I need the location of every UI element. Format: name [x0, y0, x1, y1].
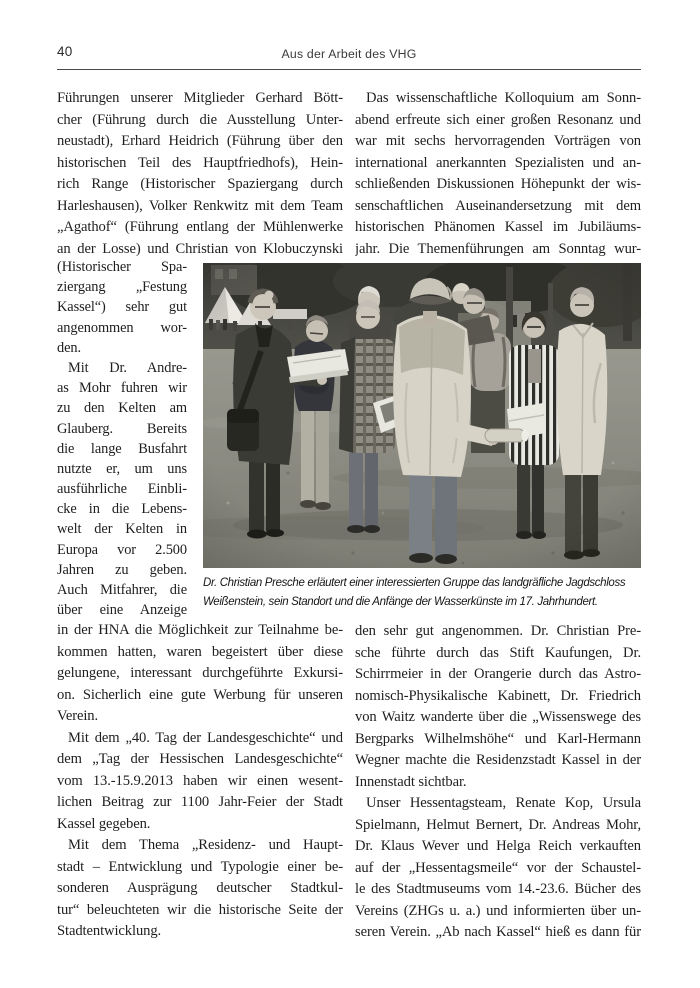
text-line: le des Stadtmuseums vom 14.-23.6. Bücher des: [355, 881, 641, 897]
text-line: Jahren zu geben.: [57, 561, 187, 578]
running-header-title: Aus der Arbeit des VHG: [281, 47, 417, 61]
text-line: stadt – Entwicklung und Typologie einer be-: [57, 858, 343, 875]
text-line: Führungen unserer Mitglieder Gerhard Bött-: [57, 90, 343, 106]
text-line: Innenstadt sichtbar.: [355, 773, 467, 790]
left-column-bottom: [57, 620, 343, 943]
text-line: auf der „Hessentagsmeile“ vor der Schaustel-: [355, 859, 641, 876]
group-photo: [203, 263, 641, 568]
text-line: schließenden Diskussionen Höhepunkt der wis-: [355, 176, 641, 192]
header-rule: [57, 69, 641, 70]
right-column-bottom: [355, 621, 641, 944]
text-line: Kassel gegeben.: [57, 815, 151, 832]
left-column-narrow: [57, 257, 187, 620]
text-line: sonderen Ausprägung deutscher Stadtkul-: [57, 880, 343, 896]
text-line: Vereins (ZHGs u. a.) und informierten über un-: [355, 902, 641, 919]
text-line: (Historischer Spa-: [57, 259, 187, 275]
text-line: Glauberg. Bereits: [57, 420, 187, 437]
text-line: in der HNA die Möglichkeit zur Teilnahme be-: [57, 622, 343, 638]
text-line: an der Losse) und Christian von Klobuczynski: [57, 240, 343, 257]
text-line: Stadtentwicklung.: [57, 923, 162, 939]
text-line: Harleshausen), Volker Renkwitz mit dem Team: [57, 197, 343, 214]
text-line: historischen Teil des Hauptfriedhofs), Hein-: [57, 154, 343, 171]
text-line: Mit dem Thema „Residenz- und Haupt-: [68, 837, 343, 853]
text-line: Mit Dr. Andre-: [68, 359, 187, 376]
text-line: Schirrmeier in der Orangerie durch das Astro-: [355, 666, 641, 682]
text-line: seren Verein. „Ab nach Kassel“ hieß es dann für: [355, 924, 641, 940]
text-line: Europa vor 2.500: [57, 541, 187, 558]
text-line: angenommen wor-: [57, 319, 187, 336]
text-line: Das wissenschaftliche Kolloquium am Sonn-: [366, 90, 641, 106]
text-line: historischen Phänomen Kassel im Jubiläums-: [355, 219, 641, 235]
text-line: Unser Hessentagsteam, Renate Kop, Ursula: [366, 795, 641, 811]
right-column-top: [355, 88, 641, 260]
text-line: international anerkannten Spezialisten und an-: [355, 154, 641, 171]
photo-caption: [203, 574, 645, 612]
text-line: cher (Führung durch die Ausstellung Unter-: [57, 111, 343, 128]
text-line: neustadt), Erhard Heidrich (Führung über den: [57, 133, 343, 149]
text-line: ziergang „Festung: [57, 279, 187, 296]
page-number: 40: [57, 44, 73, 59]
text-line: kommen hatten, waren begeistert über diese: [57, 643, 343, 660]
text-line: Verein.: [57, 708, 99, 724]
text-line: Dr. Klaus Wever und Helga Reich verkauften: [355, 838, 641, 854]
text-line: as Mohr fuhren wir: [57, 380, 187, 397]
text-line: ausführliche Einbli-: [57, 481, 187, 498]
text-line: senschaftlichen Auseinandersetzung mit dem: [355, 197, 641, 214]
text-line: cke in die Lebens-: [57, 501, 187, 518]
caption-line: Weißenstein, sein Standort und die Anfänge der Wasserkünste im 17. Jahrhundert.: [203, 596, 598, 608]
text-line: den sehr gut angenommen. Dr. Christian Pre-: [355, 623, 641, 639]
text-line: lichen Beitrag zur 1100 Jahr-Feier der Stadt: [57, 794, 343, 810]
caption-line: Dr. Christian Presche erläutert einer interessierten Gruppe das landgräfliche Jagdschloss: [203, 577, 626, 589]
text-line: rich Range (Historischer Spaziergang durch: [57, 176, 343, 192]
text-line: vom 13.-15.9.2013 haben wir einen wesent-: [57, 772, 343, 789]
text-line: den.: [57, 339, 81, 356]
text-line: Spielmann, Helmut Bernert, Dr. Andreas Mohr,: [355, 816, 641, 833]
text-line: „Agathof“ (Führung entlang der Mühlenwerke: [57, 219, 343, 235]
text-line: on. Sicherlich eine gute Werbung für unseren: [57, 686, 343, 703]
text-line: war mit sechs hervorragenden Vorträgen von: [355, 133, 641, 149]
text-line: die lange Busfahrt: [57, 440, 187, 457]
text-line: Bergparks Wilhelmshöhe“ und Karl-Hermann: [355, 730, 641, 747]
text-line: jahr. Die Themenführungen am Sonntag wur-: [355, 240, 641, 257]
text-line: welt der Kelten in: [57, 521, 187, 538]
text-line: nomisch-Physikalische Kabinett, Dr. Friedrich: [355, 687, 641, 704]
text-line: tur“ beleuchteten wir die historische Seite der: [57, 901, 343, 918]
left-column-top: [57, 88, 343, 260]
text-line: gelungene, interessant durchgeführte Exkursi-: [57, 665, 343, 681]
text-line: Kassel“) sehr gut: [57, 299, 187, 316]
text-line: Wegner machte die Residenzstadt Kassel in der: [355, 752, 641, 768]
text-line: von Waitz wanderte über die „Wissenswege des: [355, 709, 641, 725]
text-line: sche führte durch das Stift Kaufungen, Dr.: [355, 644, 641, 661]
text-line: Mit dem „40. Tag der Landesgeschichte“ und: [68, 729, 343, 746]
text-line: über eine Anzeige: [57, 602, 187, 619]
text-line: zu den Kelten am: [57, 400, 187, 417]
text-line: abend erfreute sich einer großen Resonanz und: [355, 111, 641, 128]
group-photo-illustration: [203, 263, 641, 568]
text-line: dem „Tag der Hessischen Landesgeschichte“: [57, 751, 343, 767]
text-line: Auch Mitfahrer, die: [57, 582, 187, 598]
text-line: nutzte er, um uns: [57, 460, 187, 477]
